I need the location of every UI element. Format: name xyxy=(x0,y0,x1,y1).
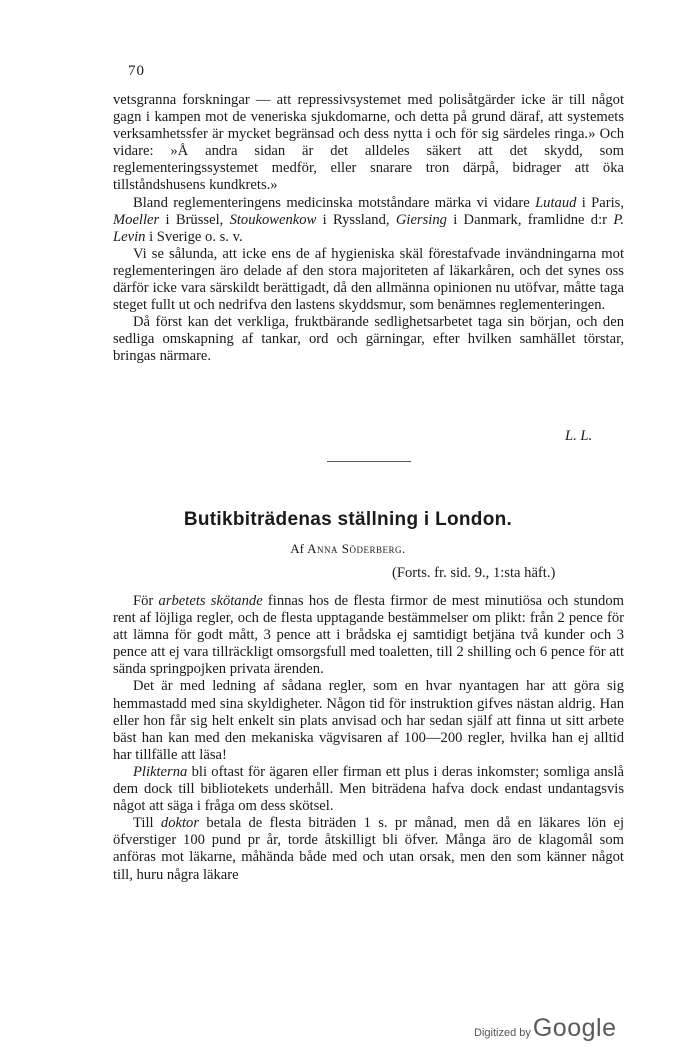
section-1-text xyxy=(113,92,624,366)
digitized-by-google: Digitized by Google xyxy=(474,1014,617,1042)
article-body xyxy=(113,593,624,884)
signature: L. L. xyxy=(565,428,593,444)
author-name: Anna Söderberg. xyxy=(307,541,406,556)
article-title: Butikbiträdenas ställning i London. xyxy=(183,509,513,530)
page-number: 70 xyxy=(128,63,145,79)
paragraph: Det är med ledning af sådana regler, som en hvar nyantagen har att göra sig hemmastadd med sina skyldigheter. Någon tid för instruktion gifves nästan aldrig. Han eller hon får sig helt enkelt sin plats anvisad och har sedan själf att finna ut sitt arbete bäst han kan med den mekaniska vägvisaren af 100—200 regler, hvilka han ej alltid har tillfälle att läsa! xyxy=(113,678,624,763)
paragraph: Bland reglementeringens medicinska motståndare märka vi vidare Lutaud i Paris, Moeller i Brüssel, Stoukowenkow i Ryssland, Giersing i Danmark, framlidne d:r P. Levin i Sverige o. s. v. xyxy=(113,194,625,245)
name-lutaud: Lutaud xyxy=(535,194,577,211)
google-logo: Google xyxy=(532,1014,617,1042)
paragraph: Till doktor betala de flesta biträden 1 s. pr månad, men då en läkares lön ej öfverstiger 100 pund pr år, torde åtskilligt bli öfver. Många äro de klagomål som anföras mot läkarne, måhända både med och utan orsak, men den som känner något till, huru några läkare xyxy=(113,815,625,883)
paragraph: Plikterna bli oftast för ägaren eller firman ett plus i deras inkomster; somliga anslå dem dock till bibliotekets underhåll. Men biträdena hafva dock endast undantagsvis något att säga i fråga om dess skötsel. xyxy=(113,763,624,815)
paragraph: För arbetets skötande finnas hos de flesta firmor de mest minutiösa och stundom rent af löjliga regler, och de flesta upptagande bestämmelser om plikt: från 2 pence för att lämna för godt mått, 3 pence att i brådska ej samtidigt betjäna två kunder och 3 pence att ej vara tillräckligt omsorgsfull med toaletten, till 2 shilling och 6 pence för att sända springpojken privata ärenden. xyxy=(113,593,624,678)
paragraph: Då först kan det verkliga, fruktbärande sedlighetsarbetet taga sin början, och den sedliga omskapning af tankar, ord och gärningar, efter hvilken samhället törstar, bringas närmare. xyxy=(113,314,624,365)
paragraph: vetsgranna forskningar — att repressivsystemet med polisåtgärder icke är till något gagn i kampen mot de veneriska sjukdomarne, och detta på grund däraf, att systemets verksamhetssfer är mycket begränsad och dess nytta i och för sig särdeles ringa.» Och vidare: »Å andra sidan är det alldeles säkert att det skydd, som reglementeringssystemet medför, eller snarare tron därpå, bidrager att öka tillståndshusens kundkrets.» xyxy=(113,92,624,194)
paragraph: Vi se sålunda, att icke ens de af hygieniska skäl förestafvade invändningarna mot reglementeringen äro delade af den stora majoriteten af läkarkåren, och det synes oss därför icke vara särskildt berättigadt, då den allmänna opinionen nu utöfvar, måtte taga steget fullt ut och nedrifva den lastens skyddsmur, som benämnes reglementeringen. xyxy=(113,245,624,314)
name-stoukowenkow: Stoukowenkow xyxy=(229,211,317,228)
name-moeller: Moeller xyxy=(113,211,160,228)
name-levin: P. Levin xyxy=(113,211,625,245)
name-giersing: Giersing xyxy=(395,211,447,228)
section-divider xyxy=(327,461,411,462)
continuation-note: (Forts. fr. sid. 9., 1:sta häft.) xyxy=(392,565,556,581)
byline: Af Anna Söderberg. xyxy=(290,541,406,556)
